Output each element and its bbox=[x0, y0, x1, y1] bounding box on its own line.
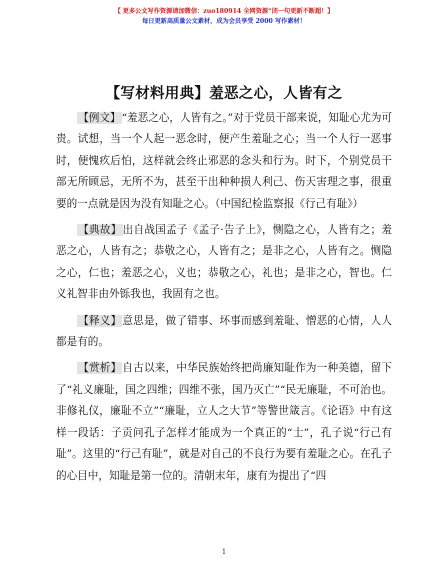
document-body bbox=[56, 108, 392, 492]
paragraph-example bbox=[56, 108, 392, 215]
paragraph-meaning bbox=[56, 311, 392, 354]
paragraph-text: 意思是，做了错事、坏事而感到羞耻、憎恶的心情，人人都是有的。 bbox=[56, 314, 393, 349]
paragraph-allusion bbox=[56, 220, 392, 306]
document-title: 【写材料用典】羞恶之心，人皆有之 bbox=[105, 85, 343, 102]
paragraph-text: 自古以来，中华民族始终把尚廉知耻作为一种美德，留下了“礼义廉耻，国之四维；四维不张，国乃灭亡”“民无廉耻，不可治也。非修礼仪，廉耻不立”“廉耻，立人之大节”等警世箴言。《论语》中有这样一段话：子贡问孔子怎样才能成为一个真正的“士”，孔子说“行己有耻”。这里的“行己有耻”，就是对自己的不良行为要有羞耻之心。在孔子的心目中，知耻是第一位的。清朝末年，康有为提出了“四 bbox=[56, 362, 393, 482]
section-tag: 【赏析】 bbox=[78, 362, 122, 375]
promo-banner-line-2: 每日更新高质量公文素材，成为会员享受 2000 写作素材！ bbox=[142, 18, 306, 25]
paragraph-appreciation bbox=[56, 358, 392, 486]
section-tag: 【例文】 bbox=[78, 112, 121, 124]
promo-banner-line-1: 【 更多公文写作资源请加微信：zuo180914 全网资源“闭一句更新不断超！】 bbox=[114, 8, 334, 15]
section-tag: 【典故】 bbox=[78, 224, 122, 237]
paragraph-text: “羞恶之心，人皆有之。”对于党员干部来说，知耻心尤为可贵。试想，当一个人起一恶念时，便产生羞耻之心；当一个人行一恶事时，便愧疚后怕，这样就会终止邪恶的念头和行为。时下，个别党员干部无所顾忌，无所不为，甚至干出种种损人利己、伤天害理之事，很重要的一点就是因为没有知耻之心。（中国纪检监察报《行己有耻》） bbox=[56, 112, 393, 210]
section-tag: 【释义】 bbox=[78, 314, 122, 327]
page-number: 1 bbox=[221, 548, 227, 556]
paragraph-text: 出自战国孟子《孟子·告子上》，恻隐之心，人皆有之；羞恶之心，人皆有之；恭敬之心，人皆有之；是非之心，人皆有之。恻隐之心，仁也；羞恶之心，义也；恭敬之心，礼也；是非之心，智也。仁义礼智非由外铄我也，我固有之也。 bbox=[56, 224, 392, 301]
